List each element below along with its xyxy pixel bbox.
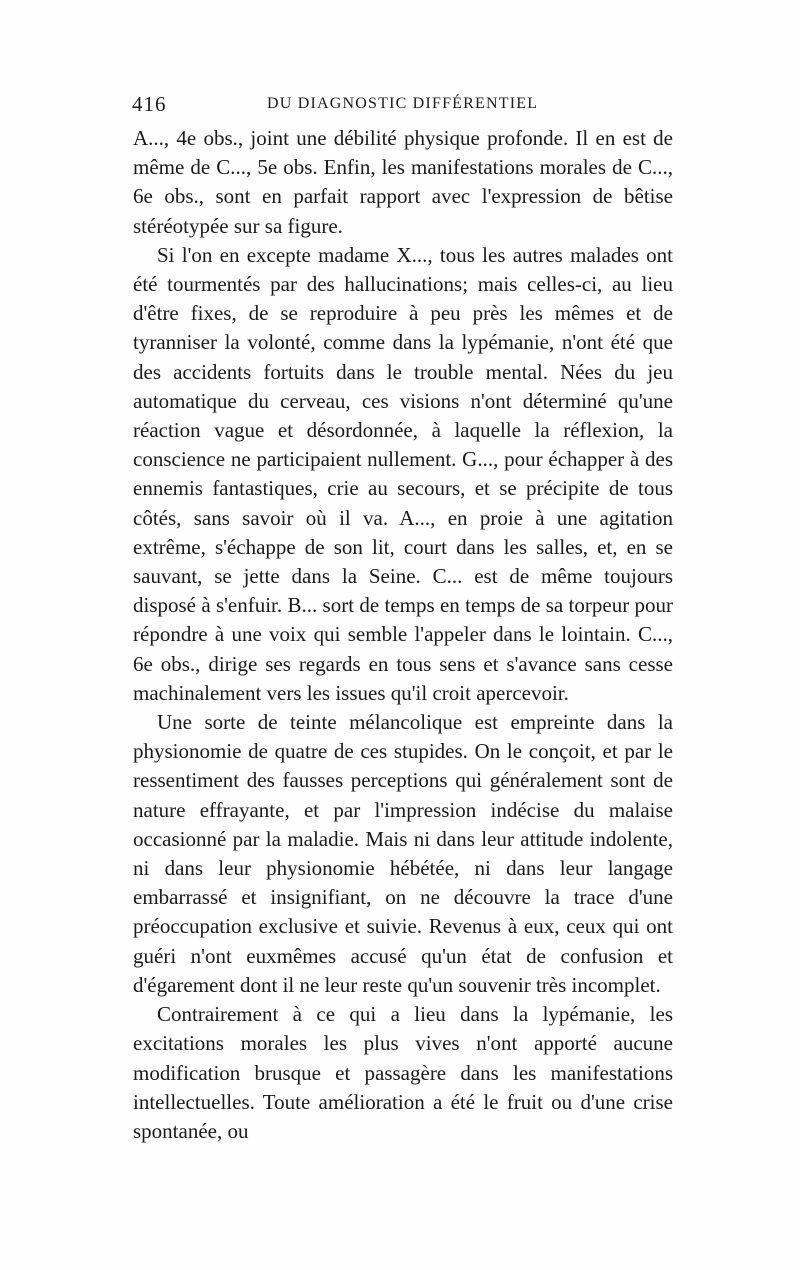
paragraph-melancholic-tint: Une sorte de teinte mélancolique est empreinte dans la physionomie de quatre de ces stupides. On le conçoit, et par le ressentiment des fausses perceptions qui généralement sont de nature effrayante, et par l'impression indécise du malaise occasionné par la maladie. Mais ni dans leur attitude indolente, ni dans leur physionomie hébétée, ni dans leur langage embarrassé et insignifiant, on ne découvre la trace d'une préoccupation exclusive et suivie. Revenus à eux, ceux qui ont guéri n'ont euxmêmes accusé qu'un état de confusion et d'égarement dont il ne leur reste qu'un souvenir très incomplet. (133, 710, 673, 997)
paragraph-hallucinations: Si l'on en excepte madame X..., tous les autres malades ont été tourmentés par des hallucinations; mais celles-ci, au lieu d'être fixes, de se reproduire à peu près les mêmes et de tyranniser la volonté, comme dans la lypémanie, n'ont été que des accidents fortuits dans le trouble mental. Nées du jeu automatique du cerveau, ces visions n'ont déterminé qu'une réaction vague et désordonnée, à laquelle la réflexion, la conscience ne participaient nullement. G..., pour échapper à des ennemis fantastiques, crie au secours, et se précipite de tous côtés, sans savoir où il va. A..., en proie à une agitation extrême, s'échappe de son lit, court dans les salles, et, en se sauvant, se jette dans la Seine. C... est de même toujours disposé à s'enfuir. B... sort de temps en temps de sa torpeur pour répondre à une voix qui semble l'appeler dans le lointain. C..., 6e obs., dirige ses regards en tous sens et s'avance sans cesse machinalement vers les issues qu'il croit apercevoir. (133, 242, 673, 705)
paragraph-continued: A..., 4e obs., joint une débilité physique profonde. Il en est de même de C..., 5e obs. Enfin, les manifestations morales de C..., 6e obs., sont en parfait rapport avec l'expression de bêtise stéréotypée sur sa figure. (133, 126, 673, 238)
paragraph-contrary: Contrairement à ce qui a lieu dans la lypémanie, les excitations morales les plus vives n'ont apporté aucune modification brusque et passagère dans les manifestations intellectuelles. Toute amélioration a été le fruit ou d'une crise spontanée, ou (133, 1002, 673, 1143)
page-number: 416 (132, 92, 167, 116)
running-title: DU DIAGNOSTIC DIFFÉRENTIEL (267, 95, 539, 112)
running-head (132, 92, 672, 118)
body-text (133, 124, 673, 1146)
